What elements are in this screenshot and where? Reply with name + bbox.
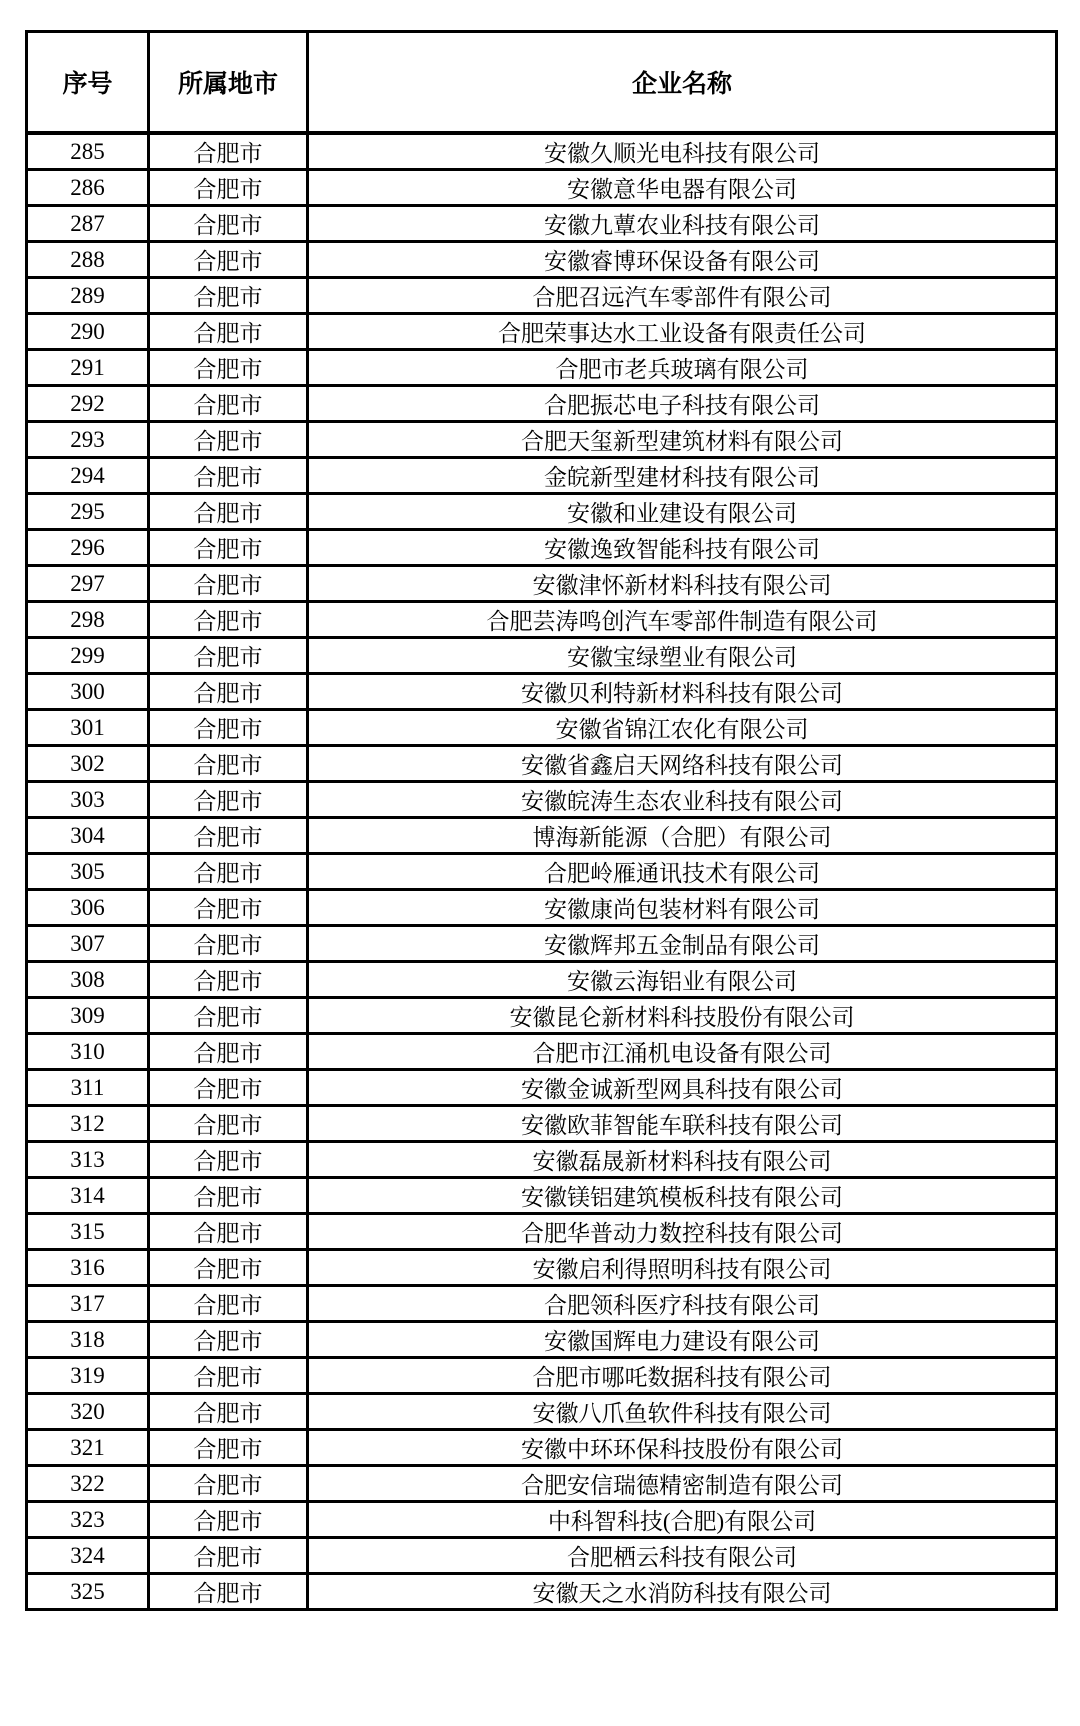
cell-no: 304	[27, 818, 149, 854]
cell-city: 合肥市	[149, 1034, 308, 1070]
cell-name: 安徽和业建设有限公司	[308, 494, 1057, 530]
cell-city: 合肥市	[149, 314, 308, 350]
cell-name: 合肥芸涛鸣创汽车零部件制造有限公司	[308, 602, 1057, 638]
cell-no: 292	[27, 386, 149, 422]
cell-city: 合肥市	[149, 1538, 308, 1574]
table-row	[27, 1178, 1057, 1214]
cell-city: 合肥市	[149, 386, 308, 422]
table-row	[27, 710, 1057, 746]
table-row	[27, 926, 1057, 962]
cell-city: 合肥市	[149, 1502, 308, 1538]
cell-city: 合肥市	[149, 1574, 308, 1610]
cell-name: 安徽逸致智能科技有限公司	[308, 530, 1057, 566]
cell-city: 合肥市	[149, 710, 308, 746]
cell-name: 安徽贝利特新材料科技有限公司	[308, 674, 1057, 710]
cell-city: 合肥市	[149, 1286, 308, 1322]
cell-no: 285	[27, 133, 149, 170]
table-row	[27, 602, 1057, 638]
cell-city: 合肥市	[149, 746, 308, 782]
table-row	[27, 746, 1057, 782]
table-body	[27, 133, 1057, 1610]
cell-name: 合肥领科医疗科技有限公司	[308, 1286, 1057, 1322]
cell-city: 合肥市	[149, 1070, 308, 1106]
table-row	[27, 1034, 1057, 1070]
cell-no: 291	[27, 350, 149, 386]
cell-name: 安徽九蕈农业科技有限公司	[308, 206, 1057, 242]
cell-city: 合肥市	[149, 530, 308, 566]
cell-name: 合肥市哪吒数据科技有限公司	[308, 1358, 1057, 1394]
cell-name: 合肥华普动力数控科技有限公司	[308, 1214, 1057, 1250]
table-row	[27, 1466, 1057, 1502]
table-header	[27, 32, 1057, 134]
table-row	[27, 854, 1057, 890]
table-row	[27, 494, 1057, 530]
cell-city: 合肥市	[149, 458, 308, 494]
table-row	[27, 386, 1057, 422]
cell-name: 安徽云海铝业有限公司	[308, 962, 1057, 998]
cell-city: 合肥市	[149, 170, 308, 206]
header-cell-name: 企业名称	[308, 32, 1057, 134]
cell-city: 合肥市	[149, 926, 308, 962]
cell-city: 合肥市	[149, 1430, 308, 1466]
cell-city: 合肥市	[149, 818, 308, 854]
cell-city: 合肥市	[149, 242, 308, 278]
cell-no: 305	[27, 854, 149, 890]
table-row	[27, 1430, 1057, 1466]
cell-name: 安徽国辉电力建设有限公司	[308, 1322, 1057, 1358]
cell-city: 合肥市	[149, 566, 308, 602]
cell-city: 合肥市	[149, 602, 308, 638]
cell-name: 安徽金诚新型网具科技有限公司	[308, 1070, 1057, 1106]
table-row	[27, 1502, 1057, 1538]
cell-no: 298	[27, 602, 149, 638]
cell-no: 314	[27, 1178, 149, 1214]
cell-no: 317	[27, 1286, 149, 1322]
company-table	[25, 30, 1058, 1611]
table-row	[27, 674, 1057, 710]
cell-no: 323	[27, 1502, 149, 1538]
table-row	[27, 422, 1057, 458]
cell-no: 316	[27, 1250, 149, 1286]
cell-city: 合肥市	[149, 350, 308, 386]
cell-no: 301	[27, 710, 149, 746]
table-row	[27, 206, 1057, 242]
table-row	[27, 1394, 1057, 1430]
cell-no: 294	[27, 458, 149, 494]
header-cell-city: 所属地市	[149, 32, 308, 134]
table-row	[27, 638, 1057, 674]
cell-name: 合肥市老兵玻璃有限公司	[308, 350, 1057, 386]
cell-name: 安徽意华电器有限公司	[308, 170, 1057, 206]
cell-city: 合肥市	[149, 133, 308, 170]
cell-no: 324	[27, 1538, 149, 1574]
cell-name: 合肥栖云科技有限公司	[308, 1538, 1057, 1574]
cell-city: 合肥市	[149, 674, 308, 710]
cell-name: 合肥荣事达水工业设备有限责任公司	[308, 314, 1057, 350]
table-row	[27, 1250, 1057, 1286]
cell-city: 合肥市	[149, 422, 308, 458]
cell-no: 308	[27, 962, 149, 998]
cell-name: 安徽久顺光电科技有限公司	[308, 133, 1057, 170]
cell-city: 合肥市	[149, 890, 308, 926]
cell-no: 286	[27, 170, 149, 206]
cell-no: 307	[27, 926, 149, 962]
table-row	[27, 1358, 1057, 1394]
cell-no: 310	[27, 1034, 149, 1070]
table-row	[27, 1214, 1057, 1250]
cell-name: 安徽天之水消防科技有限公司	[308, 1574, 1057, 1610]
cell-name: 安徽欧菲智能车联科技有限公司	[308, 1106, 1057, 1142]
cell-city: 合肥市	[149, 278, 308, 314]
cell-no: 302	[27, 746, 149, 782]
cell-city: 合肥市	[149, 962, 308, 998]
table-row	[27, 890, 1057, 926]
cell-city: 合肥市	[149, 1214, 308, 1250]
cell-city: 合肥市	[149, 998, 308, 1034]
cell-no: 293	[27, 422, 149, 458]
cell-name: 中科智科技(合肥)有限公司	[308, 1502, 1057, 1538]
table-row	[27, 1106, 1057, 1142]
cell-no: 322	[27, 1466, 149, 1502]
cell-no: 288	[27, 242, 149, 278]
cell-name: 博海新能源（合肥）有限公司	[308, 818, 1057, 854]
cell-name: 合肥召远汽车零部件有限公司	[308, 278, 1057, 314]
table-row	[27, 1322, 1057, 1358]
table-row	[27, 278, 1057, 314]
cell-no: 300	[27, 674, 149, 710]
cell-city: 合肥市	[149, 1106, 308, 1142]
cell-name: 合肥振芯电子科技有限公司	[308, 386, 1057, 422]
cell-city: 合肥市	[149, 1322, 308, 1358]
cell-city: 合肥市	[149, 854, 308, 890]
cell-no: 325	[27, 1574, 149, 1610]
cell-no: 311	[27, 1070, 149, 1106]
cell-no: 318	[27, 1322, 149, 1358]
cell-city: 合肥市	[149, 1466, 308, 1502]
cell-name: 安徽津怀新材料科技有限公司	[308, 566, 1057, 602]
cell-city: 合肥市	[149, 638, 308, 674]
table-row	[27, 133, 1057, 170]
cell-name: 合肥安信瑞德精密制造有限公司	[308, 1466, 1057, 1502]
cell-city: 合肥市	[149, 494, 308, 530]
cell-name: 安徽睿博环保设备有限公司	[308, 242, 1057, 278]
table-row	[27, 998, 1057, 1034]
cell-name: 金皖新型建材科技有限公司	[308, 458, 1057, 494]
table-row	[27, 1286, 1057, 1322]
cell-no: 287	[27, 206, 149, 242]
cell-no: 296	[27, 530, 149, 566]
cell-name: 安徽镁铝建筑模板科技有限公司	[308, 1178, 1057, 1214]
table-row	[27, 458, 1057, 494]
table-row	[27, 566, 1057, 602]
cell-no: 295	[27, 494, 149, 530]
cell-name: 安徽磊晟新材料科技有限公司	[308, 1142, 1057, 1178]
cell-no: 309	[27, 998, 149, 1034]
table-row	[27, 530, 1057, 566]
cell-city: 合肥市	[149, 782, 308, 818]
cell-no: 321	[27, 1430, 149, 1466]
table-row	[27, 782, 1057, 818]
cell-no: 315	[27, 1214, 149, 1250]
cell-name: 合肥天玺新型建筑材料有限公司	[308, 422, 1057, 458]
cell-name: 安徽省锦江农化有限公司	[308, 710, 1057, 746]
cell-city: 合肥市	[149, 1358, 308, 1394]
cell-name: 安徽启利得照明科技有限公司	[308, 1250, 1057, 1286]
cell-no: 312	[27, 1106, 149, 1142]
cell-name: 安徽八爪鱼软件科技有限公司	[308, 1394, 1057, 1430]
cell-no: 319	[27, 1358, 149, 1394]
cell-no: 299	[27, 638, 149, 674]
cell-name: 安徽康尚包装材料有限公司	[308, 890, 1057, 926]
cell-city: 合肥市	[149, 1178, 308, 1214]
cell-city: 合肥市	[149, 1394, 308, 1430]
cell-no: 289	[27, 278, 149, 314]
table-row	[27, 314, 1057, 350]
table-row	[27, 1574, 1057, 1610]
cell-name: 安徽宝绿塑业有限公司	[308, 638, 1057, 674]
cell-no: 290	[27, 314, 149, 350]
table-row	[27, 170, 1057, 206]
cell-name: 安徽昆仑新材料科技股份有限公司	[308, 998, 1057, 1034]
table-row	[27, 1142, 1057, 1178]
table-row	[27, 350, 1057, 386]
table-row	[27, 242, 1057, 278]
cell-no: 306	[27, 890, 149, 926]
cell-city: 合肥市	[149, 1142, 308, 1178]
table-row	[27, 962, 1057, 998]
cell-name: 合肥岭雁通讯技术有限公司	[308, 854, 1057, 890]
table-row	[27, 1070, 1057, 1106]
cell-city: 合肥市	[149, 1250, 308, 1286]
cell-no: 313	[27, 1142, 149, 1178]
cell-no: 297	[27, 566, 149, 602]
cell-name: 安徽中环环保科技股份有限公司	[308, 1430, 1057, 1466]
cell-name: 安徽辉邦五金制品有限公司	[308, 926, 1057, 962]
header-cell-no: 序号	[27, 32, 149, 134]
cell-name: 合肥市江涌机电设备有限公司	[308, 1034, 1057, 1070]
cell-name: 安徽皖涛生态农业科技有限公司	[308, 782, 1057, 818]
cell-no: 320	[27, 1394, 149, 1430]
header-row	[27, 32, 1057, 134]
table-row	[27, 818, 1057, 854]
cell-city: 合肥市	[149, 206, 308, 242]
cell-name: 安徽省鑫启天网络科技有限公司	[308, 746, 1057, 782]
table-row	[27, 1538, 1057, 1574]
cell-no: 303	[27, 782, 149, 818]
